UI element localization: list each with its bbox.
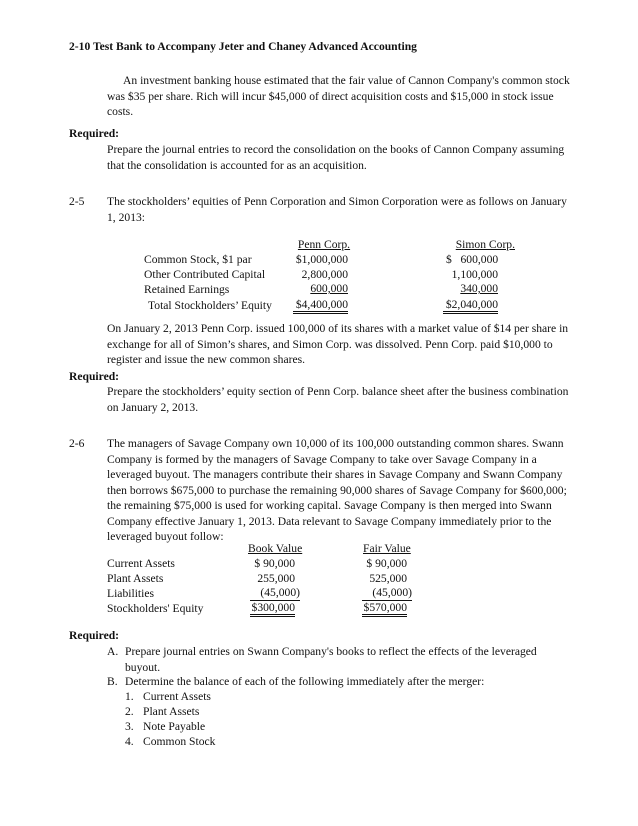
text-line: Company is formed by the managers of Savage Company to take over Savage Company in a [107,452,537,466]
column-header-simon: Simon Corp. [455,238,515,251]
required-label: Required: [69,370,120,383]
cell-total: $570,000 [362,601,407,617]
problem-number: 2-5 [69,195,85,208]
cell-value: 255,000 [257,572,295,585]
list-item-a [125,644,537,675]
cell-value: $1,000,000 [295,253,348,266]
cell-total: $2,040,000 [443,298,498,314]
row-label-total: Total Stockholders’ Equity [148,299,272,312]
text-line: exchange for all of Simon’s shares, and Simon Corp. was dissolved. Penn Corp. paid $10,000 to [107,337,553,351]
problem-2-5-after [107,321,568,368]
text-line: leveraged buyout. The managers contribute their shares in Savage Company and Swann Company [107,468,563,481]
required-label: Required: [69,127,120,140]
text-line: that the consolidation is accounted for as an acquisition. [107,158,367,172]
text-line: was $35 per share. Rich will incur $45,000 of direct acquisition costs and $15,000 in stock issue [107,89,554,103]
cell-total: $4,400,000 [293,298,348,314]
list-marker: B. [107,675,118,688]
sub-list-item: Common Stock [143,735,216,748]
text-line: register and issue the new common shares. [107,353,306,366]
text-line: leveraged buyout follow: [107,530,224,543]
column-header-fair: Fair Value [363,542,411,555]
page-header: 2-10 Test Bank to Accompany Jeter and Chaney Advanced Accounting [69,40,417,53]
text-line: The stockholders’ equities of Penn Corporation and Simon Corporation were as follows on January [107,195,567,208]
cell-total: $300,000 [250,601,295,617]
sub-list-marker: 3. [125,720,134,733]
sub-list-item: Note Payable [143,720,206,733]
cell-value: 2,800,000 [301,268,348,281]
cell-value: 525,000 [369,572,407,585]
problem-2-10-required [107,142,564,173]
text-line: buyout. [125,660,161,674]
problem-2-5-required [107,384,568,415]
text-line: costs. [107,105,134,118]
list-item-b: Determine the balance of each of the following immediately after the merger: [125,675,485,688]
text-line: The managers of Savage Company own 10,000 of its 100,000 outstanding common shares. Swann [107,437,564,450]
cell-value: $ 90,000 [366,557,407,570]
text-line: Prepare the journal entries to record the consolidation on the books of Cannon Company assuming [107,143,565,156]
text-line: On January 2, 2013 Penn Corp. issued 100,000 of its shares with a market value of $14 per share in [107,322,569,335]
text-line: then borrows $675,000 to purchase the remaining 90,000 shares of Savage Company for $600,000; [107,483,567,497]
required-label: Required: [69,629,120,642]
problem-2-10-text [107,73,570,120]
row-label: Common Stock, $1 par [144,253,252,266]
sub-list-item: Plant Assets [143,705,200,718]
sub-list-marker: 4. [125,735,134,748]
text-line: 1, 2013: [107,210,146,224]
text-line: Prepare journal entries on Swann Company's books to reflect the effects of the leveraged [125,645,537,658]
sub-list-item: Current Assets [143,690,211,703]
row-label: Plant Assets [107,572,164,585]
list-marker: A. [107,645,119,658]
cell-value: $ 90,000 [254,557,295,570]
cell-value: 1,100,000 [451,268,498,281]
sub-list-marker: 2. [125,705,134,718]
sub-list-marker: 1. [125,690,134,703]
row-label: Liabilities [107,587,155,600]
problem-2-5-intro [107,194,567,225]
cell-value: 340,000 [460,282,498,295]
row-label: Other Contributed Capital [144,268,266,281]
text-line: An investment banking house estimated that the fair value of Cannon Company's common stock [123,74,570,87]
cell-value: $ 600,000 [446,253,499,266]
cell-value: 600,000 [310,282,348,295]
text-line: on January 2, 2013. [107,400,199,414]
problem-2-6-intro [107,436,567,545]
text-line: Prepare the stockholders’ equity section of Penn Corp. balance sheet after the business combination [107,385,569,398]
row-label-total: Stockholders' Equity [107,602,204,615]
text-line: the remaining $75,000 is used for working capital. Savage Company is then merged into Swann [107,499,552,512]
cell-value: (45,000) [250,586,300,601]
column-header-book: Book Value [248,542,303,555]
cell-value: (45,000) [362,586,412,601]
text-line: Company effective January 1, 2013. Data relevant to Savage Company immediately prior to the [107,514,552,528]
column-header-penn: Penn Corp. [297,238,351,251]
problem-number: 2-6 [69,437,85,450]
row-label: Current Assets [107,557,175,570]
row-label: Retained Earnings [144,283,230,296]
